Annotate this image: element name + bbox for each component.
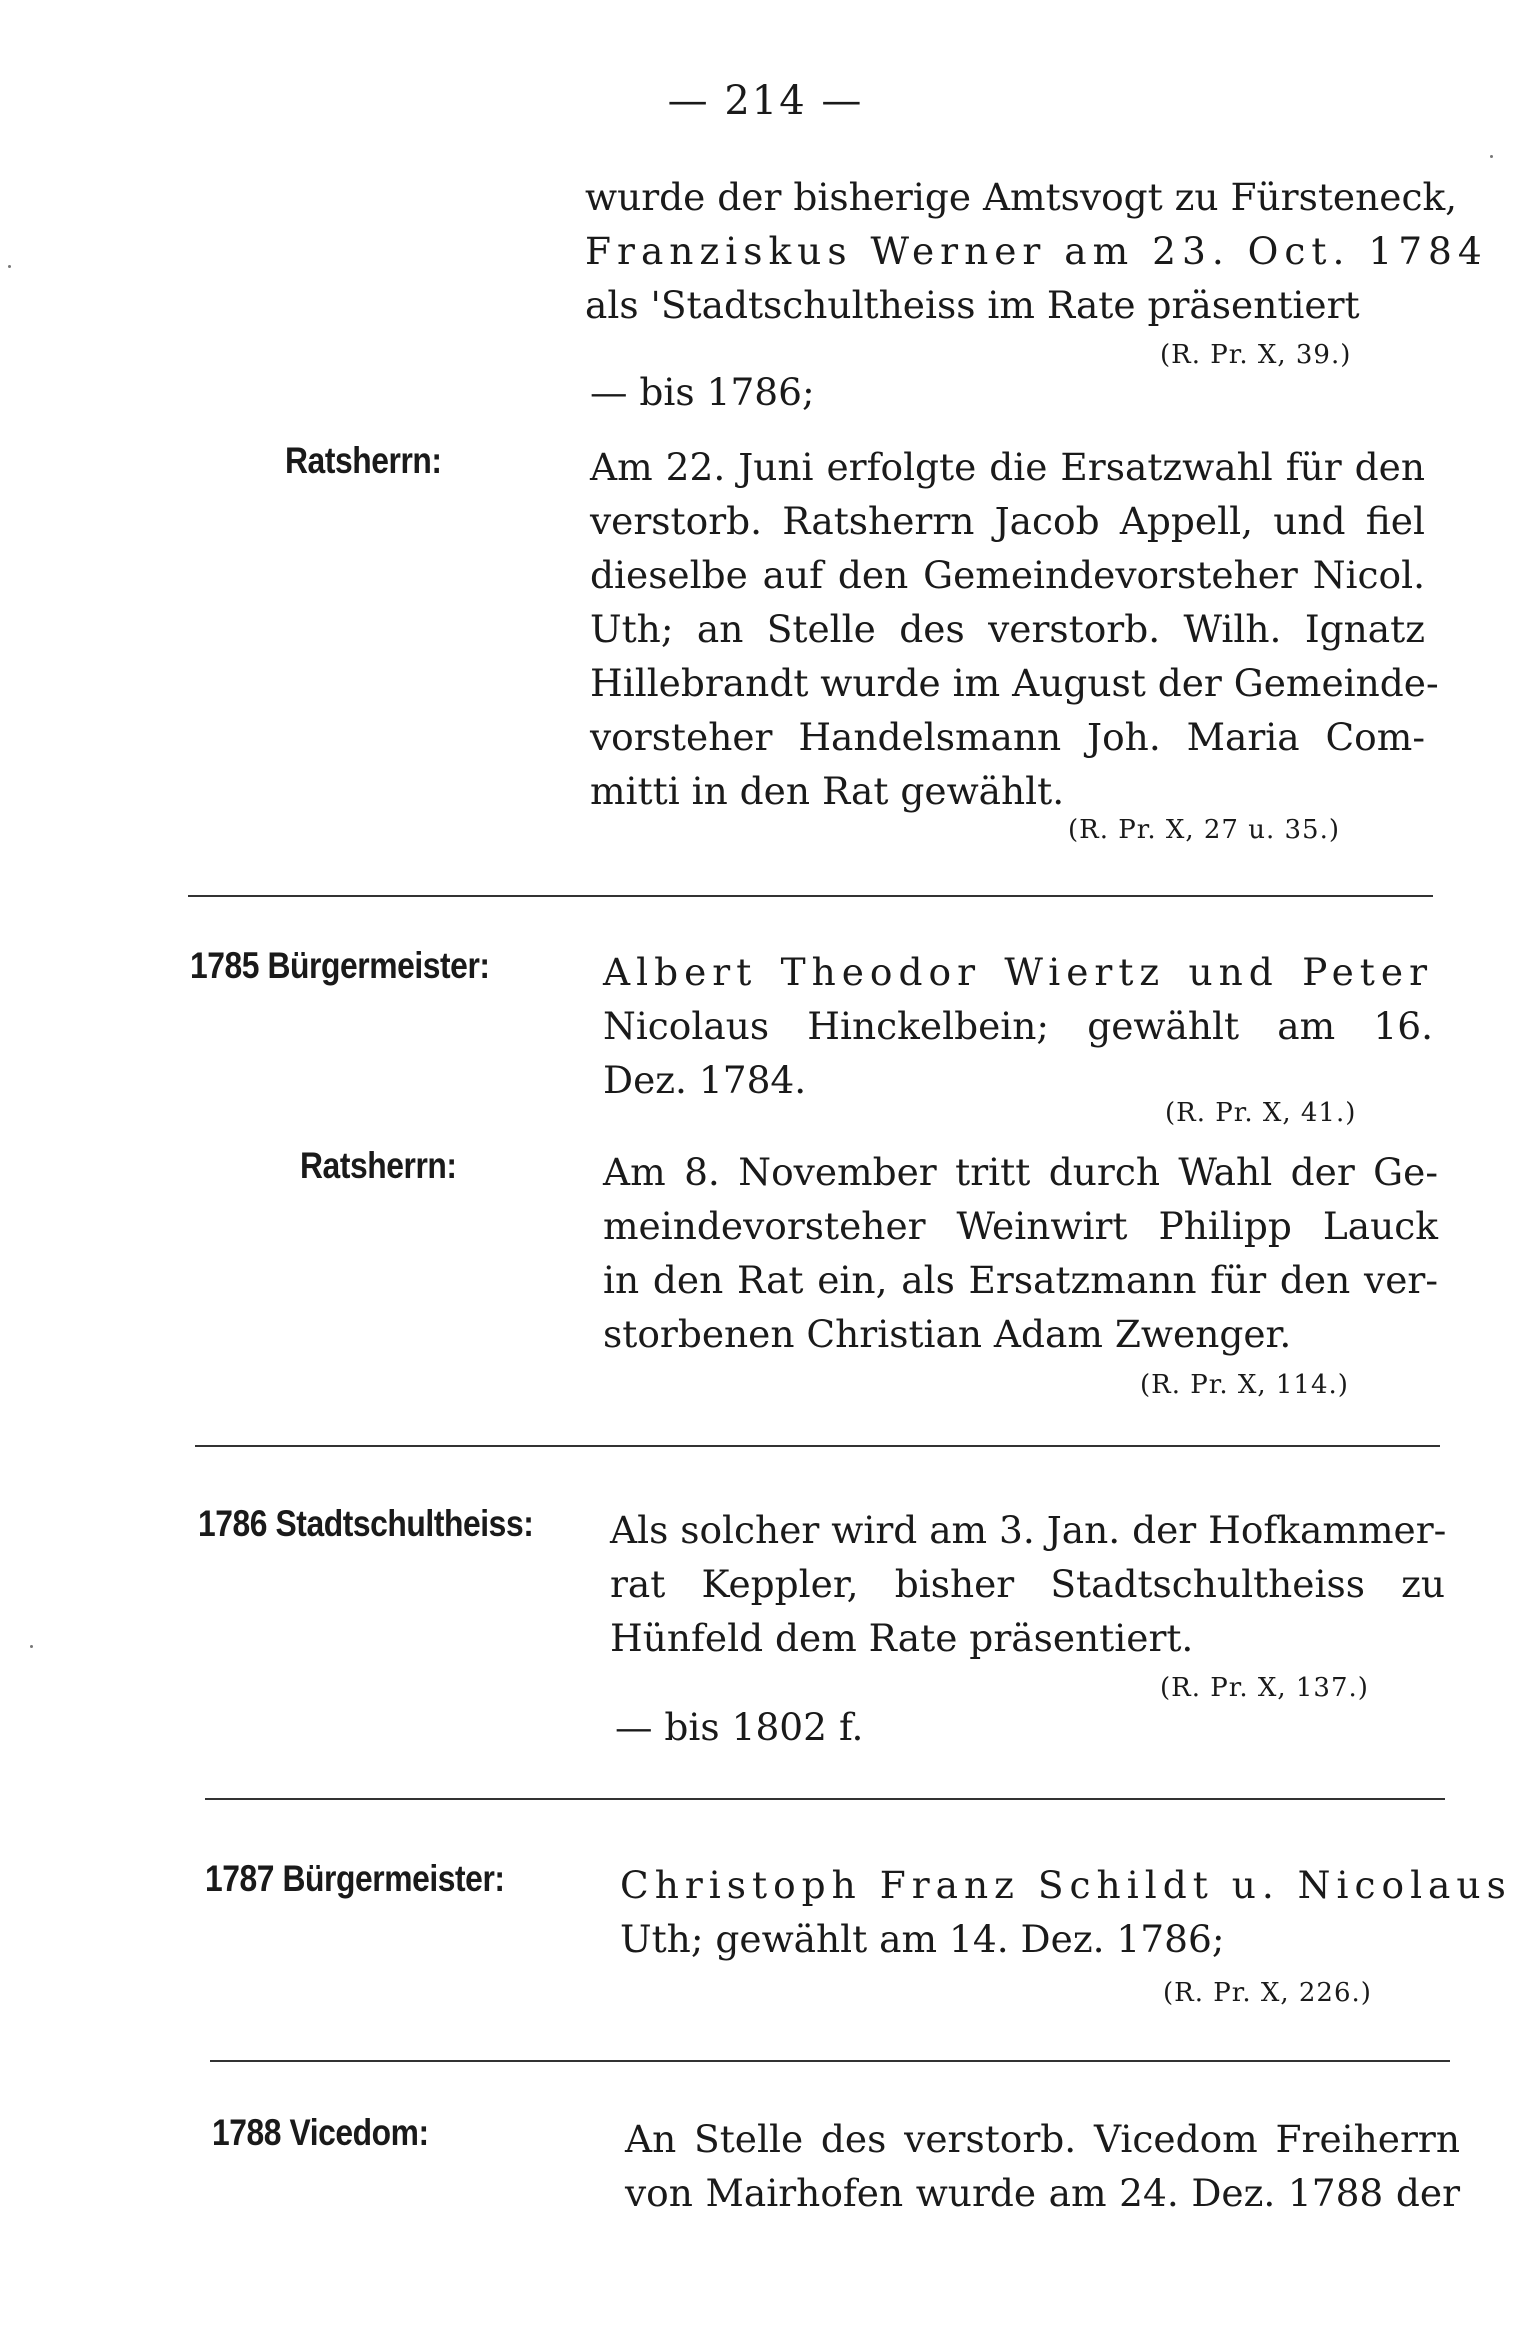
entry-text	[620, 1858, 1512, 1966]
text-line: Als solcher wird am 3. Jan. der Hofkammer-	[610, 1508, 1447, 1552]
term-until: — bis 1802 f.	[615, 1705, 864, 1749]
text-line: rat Keppler, bisher Stadtschultheiss zu	[610, 1562, 1445, 1606]
text-line: Hillebrandt wurde im August der Gemeinde-	[590, 661, 1439, 705]
source-reference: (R. Pr. X, 41.)	[1165, 1098, 1357, 1128]
entry-text	[610, 1503, 1445, 1665]
entry-text	[590, 440, 1439, 818]
term-until: — bis 1786;	[590, 370, 815, 414]
text-line: vorsteher Handelsmann Joh. Maria Com-	[590, 715, 1425, 759]
text-line: von Mairhofen wurde am 24. Dez. 1788 der	[625, 2171, 1460, 2215]
entry-label: Ratsherrn:	[285, 440, 442, 481]
source-reference: (R. Pr. X, 39.)	[1160, 340, 1352, 370]
text-line: Dez. 1784.	[603, 1058, 807, 1102]
text-line: wurde der bisherige Amtsvogt zu Fürsteneck,	[585, 175, 1458, 219]
source-reference: (R. Pr. X, 27 u. 35.)	[1068, 815, 1340, 845]
text-line: verstorb. Ratsherrn Jacob Appell, und fiel	[590, 499, 1425, 543]
page-number: — 214 —	[667, 78, 864, 124]
section-divider	[210, 2060, 1450, 2062]
text-line: in den Rat ein, als Ersatzmann für den ver-	[603, 1258, 1438, 1302]
text-line: meindevorsteher Weinwirt Philipp Lauck	[603, 1204, 1438, 1248]
text-line: Uth; gewählt am 14. Dez. 1786;	[620, 1917, 1225, 1961]
text-line: Am 22. Juni erfolgte die Ersatzwahl für den	[590, 445, 1425, 489]
text-line: Am 8. November tritt durch Wahl der Ge-	[603, 1150, 1438, 1194]
entry-label: 1785 Bürgermeister:	[190, 945, 490, 986]
section-divider	[188, 895, 1433, 897]
text-line: storbenen Christian Adam Zwenger.	[603, 1312, 1292, 1356]
text-line: An Stelle des verstorb. Vicedom Freiherrn	[625, 2117, 1460, 2161]
text-line: Albert Theodor Wiertz und Peter	[603, 950, 1433, 994]
text-line: Christoph Franz Schildt u. Nicolaus	[620, 1863, 1512, 1907]
text-line: Hünfeld dem Rate präsentiert.	[610, 1616, 1194, 1660]
entry-text	[625, 2112, 1460, 2220]
entry-label: 1788 Vicedom:	[212, 2112, 429, 2153]
text-line: als 'Stadtschultheiss im Rate präsentiert	[585, 283, 1360, 327]
entry-text	[603, 945, 1433, 1107]
source-reference: (R. Pr. X, 226.)	[1163, 1978, 1372, 2008]
section-divider	[205, 1798, 1445, 1800]
text-line: mitti in den Rat gewählt.	[590, 769, 1065, 813]
entry-label: Ratsherrn:	[300, 1145, 457, 1186]
text-line: Nicolaus Hinckelbein; gewählt am 16.	[603, 1004, 1433, 1048]
entry-text	[603, 1145, 1438, 1361]
scan-speck	[30, 1645, 33, 1648]
scan-speck	[1490, 155, 1493, 158]
section-divider	[195, 1445, 1440, 1447]
text-line: Franziskus Werner am 23. Oct. 1784	[585, 229, 1488, 273]
scan-speck	[8, 265, 11, 268]
source-reference: (R. Pr. X, 114.)	[1140, 1370, 1349, 1400]
top-paragraph	[585, 170, 1488, 332]
source-reference: (R. Pr. X, 137.)	[1160, 1673, 1369, 1703]
text-line: Uth; an Stelle des verstorb. Wilh. Ignatz	[590, 607, 1425, 651]
text-line: dieselbe auf den Gemeindevorsteher Nicol.	[590, 553, 1425, 597]
entry-label: 1787 Bürgermeister:	[205, 1858, 505, 1899]
entry-label: 1786 Stadtschultheiss:	[198, 1503, 534, 1544]
